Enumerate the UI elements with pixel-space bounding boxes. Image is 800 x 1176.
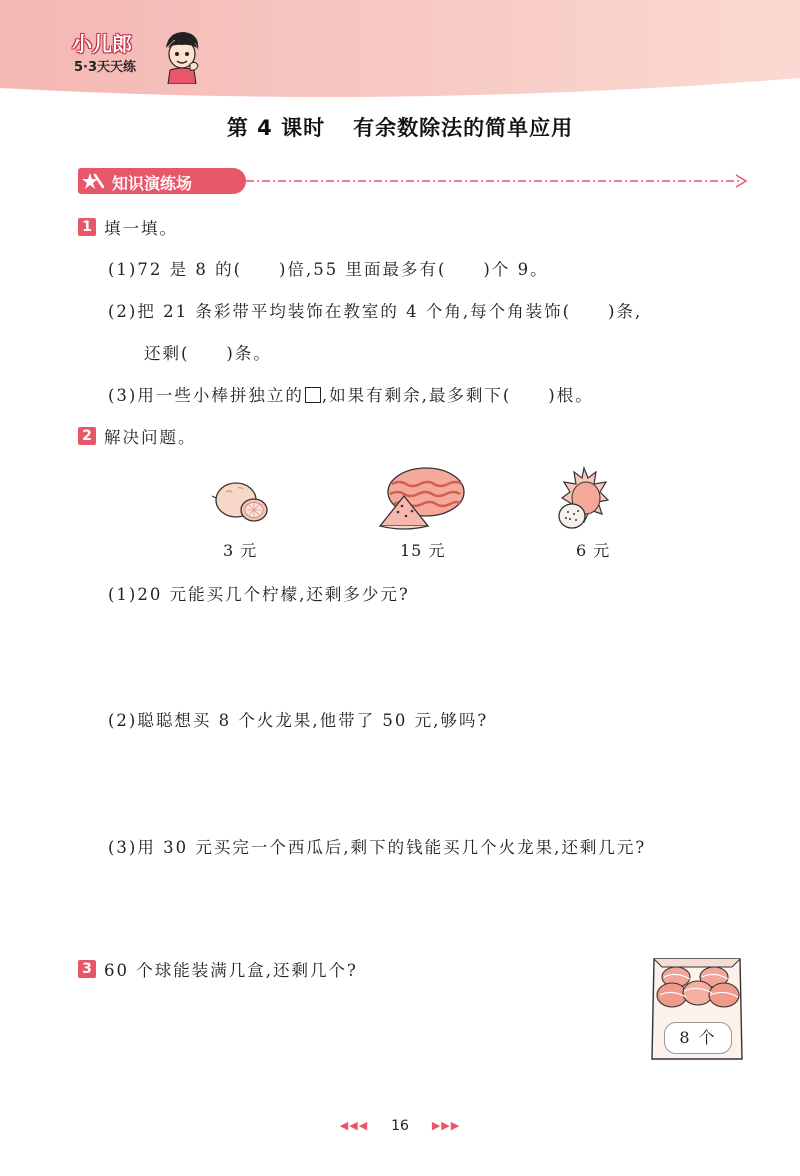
left-arrows-icon: ◀◀◀ <box>339 1119 369 1132</box>
question-1-part-1: (1)72 是 8 的( )倍,55 里面最多有( )个 9。 <box>108 260 549 279</box>
price-watermelon: 15 元 <box>400 541 446 560</box>
question-2-title: 解决问题。 <box>104 428 197 447</box>
lesson-topic: 有余数除法的简单应用 <box>353 116 574 140</box>
page-title <box>0 112 800 142</box>
question-number-1: 1 <box>78 218 96 236</box>
logo-subtitle: 5·3天天练 <box>74 60 137 75</box>
price-lemon: 3 元 <box>223 541 258 560</box>
question-1-part-2-line-2: 还剩( )条。 <box>144 344 272 363</box>
section-divider <box>246 172 750 190</box>
question-number-2: 2 <box>78 427 96 445</box>
question-2-part-1: (1)20 元能买几个柠檬,还剩多少元? <box>108 585 410 604</box>
star-pen-icon <box>82 171 104 193</box>
mascot-boy-icon <box>160 28 204 84</box>
page-number: 16 <box>391 1118 409 1134</box>
question-2-part-3: (3)用 30 元买完一个西瓜后,剩下的钱能买几个火龙果,还剩几元? <box>108 838 647 857</box>
question-2-part-2: (2)聪聪想买 8 个火龙果,他带了 50 元,够吗? <box>108 711 489 730</box>
section-badge <box>78 168 246 194</box>
question-1-part-3-after: ,如果有剩余,最多剩下( )根。 <box>321 386 594 405</box>
question-number-3: 3 <box>78 960 96 978</box>
price-dragon-fruit: 6 元 <box>576 541 611 560</box>
question-3-text: 60 个球能装满几盒,还剩几个? <box>104 961 358 980</box>
question-1-part-3-before: (3)用一些小棒拼独立的 <box>108 386 304 405</box>
logo-title: 小儿郎 <box>72 32 132 56</box>
brand-logo <box>72 28 202 88</box>
watermelon-icon <box>378 466 466 530</box>
section-header <box>78 166 748 196</box>
square-shape-icon <box>305 387 321 403</box>
lemon-icon <box>212 476 272 524</box>
question-1-part-2-line-1: (2)把 21 条彩带平均装饰在教室的 4 个角,每个角装饰( )条, <box>108 302 643 321</box>
section-label: 知识演练场 <box>112 174 193 193</box>
question-1-title: 填一填。 <box>104 219 178 238</box>
right-arrows-icon: ▶▶▶ <box>431 1119 461 1132</box>
question-1-part-3 <box>108 382 594 406</box>
box-capacity-label: 8 个 <box>664 1022 732 1054</box>
lesson-number: 第 4 课时 <box>226 116 326 140</box>
page-footer <box>0 1118 800 1134</box>
dragon-fruit-icon <box>554 464 614 532</box>
